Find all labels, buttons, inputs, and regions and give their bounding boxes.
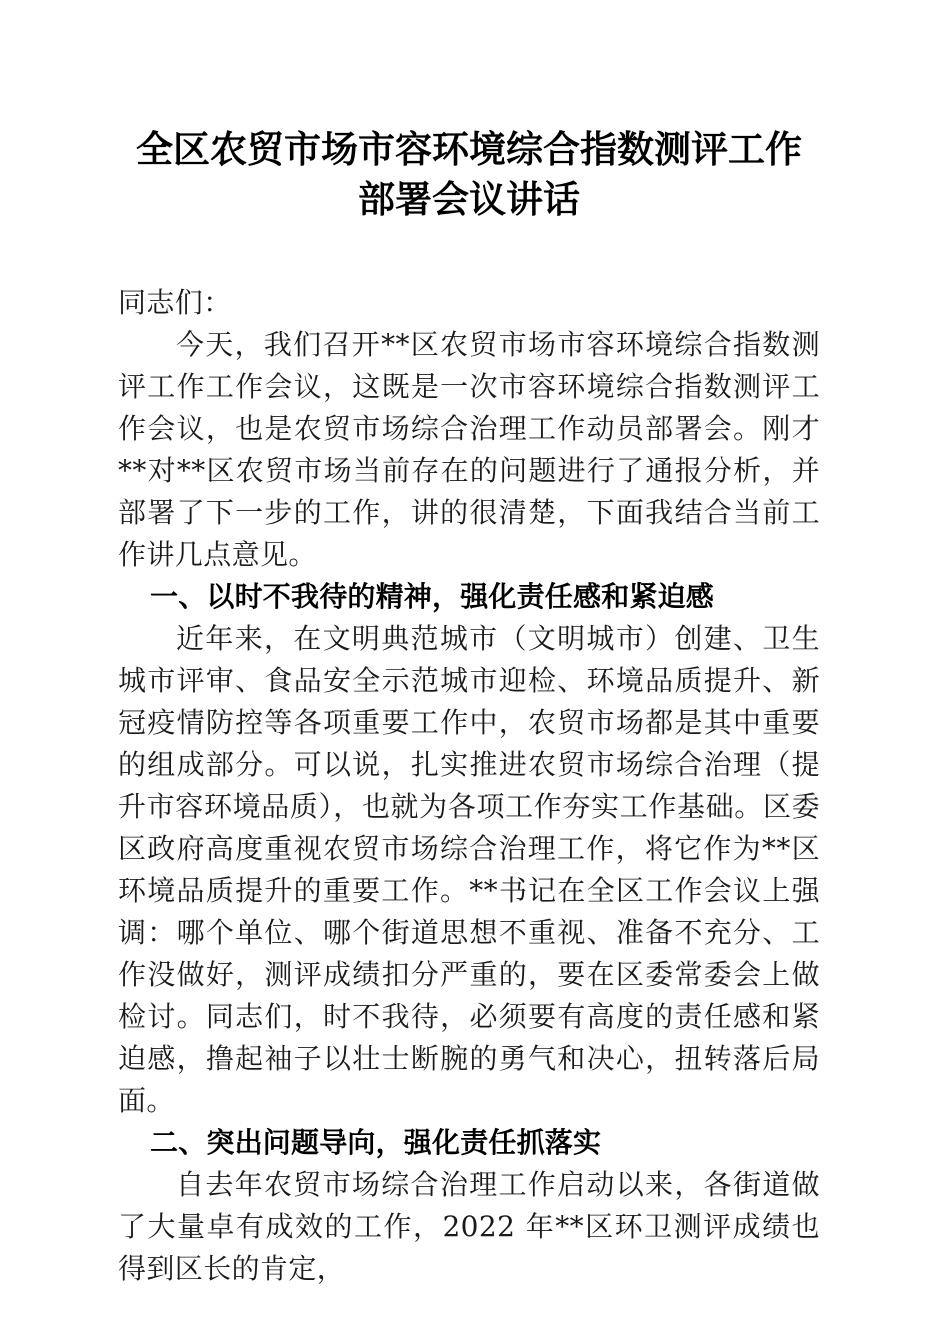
paragraph-opening: 今天，我们召开**区农贸市场市容环境综合指数测评工作工作会议，这既是一次市容环境综合指数测评工作会议，也是农贸市场综合治理工作动员部署会。刚才**对**区农贸市场当前存在的问题进行了通报分析，并部署了下一步的工作，讲的很清楚，下面我结合当前工作讲几点意见。 xyxy=(118,328,820,571)
section-heading-one: 一、以时不我待的精神，强化责任感和紧迫感 xyxy=(150,580,715,613)
salutation: 同志们： xyxy=(118,286,232,319)
section-heading-two: 二、突出问题导向，强化责任抓落实 xyxy=(150,1126,602,1159)
title-body-spacer xyxy=(118,226,820,282)
paragraph-section-two-body: 自去年农贸市场综合治理工作启动以来，各街道做了大量卓有成效的工作，2022 年**区环卫测评成绩也得到区长的肯定， xyxy=(118,1168,820,1285)
page-title: 全区农贸市场市容环境综合指数测评工作部署会议讲话 xyxy=(136,130,802,221)
paragraph-section-one-body: 近年来，在文明典范城市（文明城市）创建、卫生城市评审、食品安全示范城市迎检、环境品质提升、新冠疫情防控等各项重要工作中，农贸市场都是其中重要的组成部分。可以说，扎实推进农贸市场综合治理（提升市容环境品质），也就为各项工作夯实工作基础。区委区政府高度重视农贸市场综合治理工作，将它作为**区环境品质提升的重要工作。**书记在全区工作会议上强调：哪个单位、哪个街道思想不重视、准备不充分、工作没做好，测评成绩扣分严重的，要在区委常委会上做检讨。同志们，时不我待，必须要有高度的责任感和紧迫感，撸起袖子以壮士断腕的勇气和决心，扭转落后局面。 xyxy=(118,622,820,1117)
document-body xyxy=(118,0,820,1290)
